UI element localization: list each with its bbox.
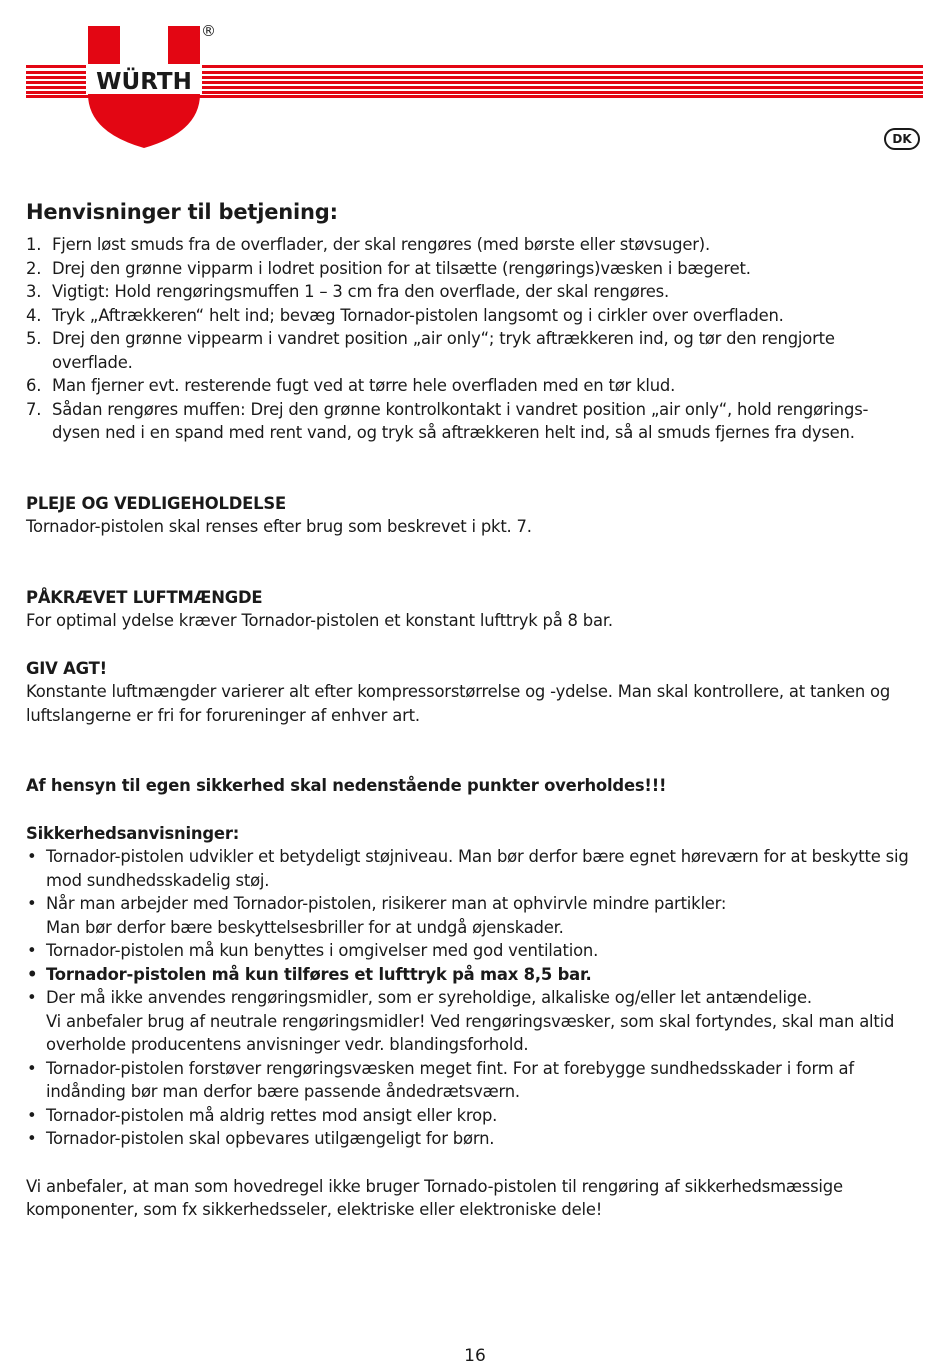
step-item: 7. Sådan rengøres muffen: Drej den grønne kontrolkontakt i vandret position „air only“, hold rengørings-dysen ned i en spand med rent vand, og tryk så aftrækkeren helt ind, så al smuds fjernes fra dysen. (26, 399, 869, 442)
air-title: PÅKRÆVET LUFTMÆNGDE (26, 587, 263, 607)
registered-mark: ® (201, 22, 216, 40)
operation-steps (26, 233, 916, 445)
step-item: 1. Fjern løst smuds fra de overflader, der skal rengøres (med børste eller støvsuger). (26, 235, 711, 254)
wurth-logo (86, 24, 202, 150)
step-item: 5. Drej den grønne vippearm i vandret position „air only“; tryk aftrækkeren ind, og tør den rengjorte overflade. (26, 329, 835, 372)
care-text: Tornador-pistolen skal renses efter brug som beskrevet i pkt. 7. (26, 517, 532, 536)
air-text: For optimal ydelse kræver Tornador-pistolen et konstant lufttryk på 8 bar. (26, 611, 613, 630)
safety-heading: Af hensyn til egen sikkerhed skal nedenstående punkter overholdes!!! (26, 776, 667, 795)
operation-title: Henvisninger til betjening: (26, 200, 338, 224)
step-item: 2. Drej den grønne vipparm i lodret position for at tilsætte (rengørings)væsken i bægeret. (26, 258, 751, 278)
safety-item: • Tornador-pistolen må aldrig rettes mod ansigt eller krop. (27, 1105, 498, 1125)
caution-title: GIV AGT! (26, 658, 107, 678)
recommendation-text: Vi anbefaler, at man som hovedregel ikke bruger Tornado-pistolen til rengøring af sikkerhedsmæssige komponenter, som fx sikkerhedsseler, elektriske eller elektroniske dele! (26, 1176, 843, 1219)
step-item: 6. Man fjerner evt. resterende fugt ved at tørre hele overfladen med en tør klud. (26, 376, 676, 395)
safety-item: • Tornador-pistolen skal opbevares utilgængeligt for børn. (27, 1129, 495, 1148)
page-number: 16 (464, 1346, 486, 1366)
safety-title: Sikkerhedsanvisninger: (26, 823, 240, 843)
safety-list (26, 845, 916, 1151)
safety-item: • Når man arbejder med Tornador-pistolen, risikerer man at ophvirvle mindre partikler: Man bør derfor bære beskyttelsesbriller for at undgå øjenskader. (27, 894, 727, 937)
svg-text:WÜRTH: WÜRTH (96, 69, 192, 95)
step-item: 4. Tryk „Aftrækkeren“ helt ind; bevæg Tornador-pistolen langsomt og i cirkler over overfladen. (26, 305, 784, 325)
safety-item: • Tornador-pistolen forstøver rengøringsvæsken meget fint. For at forebygge sundhedsskader i form af indånding bør man derfor bære passende åndedrætsværn. (27, 1058, 854, 1101)
page-content (26, 197, 916, 1222)
language-badge: DK (884, 128, 920, 150)
care-title: PLEJE OG VEDLIGEHOLDELSE (26, 493, 286, 513)
step-item: 3. Vigtigt: Hold rengøringsmuffen 1 – 3 cm fra den overflade, der skal rengøres. (26, 282, 669, 301)
safety-item: • Tornador-pistolen må kun benyttes i omgivelser med god ventilation. (27, 941, 599, 960)
safety-item: • Der må ikke anvendes rengøringsmidler, som er syreholdige, alkaliske og/eller let antændelige. Vi anbefaler brug af neutrale rengøringsmidler! Ved rengøringsvæsker, som skal fortyndes, skal man altid overholde producentens anvisninger vedr. blandingsforhold. (27, 988, 895, 1054)
caution-text: Konstante luftmængder varierer alt efter kompressorstørrelse og -ydelse. Man skal kontrollere, at tanken og luftslangerne er fri for forureninger af enhver art. (26, 682, 891, 725)
safety-item: • Tornador-pistolen udvikler et betydeligt støjniveau. Man bør derfor bære egnet høreværn for at beskytte sig mod sundhedsskadelig støj. (27, 847, 909, 890)
page-header (0, 0, 950, 160)
safety-item-pressure: • Tornador-pistolen må kun tilføres et lufttryk på max 8,5 bar. (27, 964, 592, 984)
